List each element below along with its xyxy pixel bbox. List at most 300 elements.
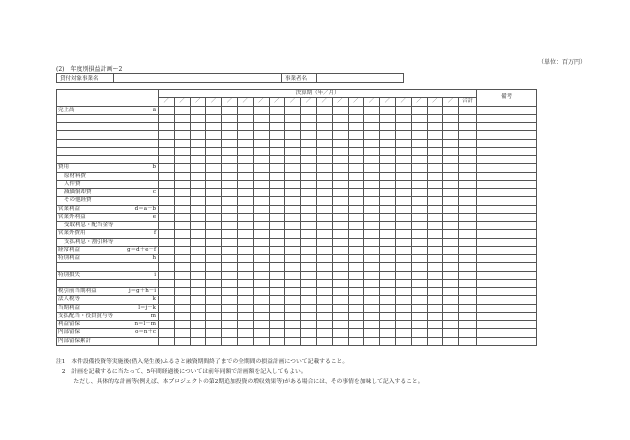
value-cell[interactable] xyxy=(316,131,332,139)
value-cell[interactable] xyxy=(174,205,190,213)
value-cell[interactable] xyxy=(332,246,348,254)
value-cell[interactable] xyxy=(411,321,427,329)
period-cell[interactable]: ／ xyxy=(174,98,190,106)
value-cell[interactable] xyxy=(316,222,332,230)
value-cell[interactable] xyxy=(443,279,459,287)
value-cell[interactable] xyxy=(411,197,427,205)
value-cell[interactable] xyxy=(285,238,301,246)
value-cell[interactable] xyxy=(332,106,348,114)
value-cell[interactable] xyxy=(159,180,175,188)
value-cell[interactable] xyxy=(427,296,443,304)
value-cell[interactable] xyxy=(301,279,317,287)
value-cell[interactable] xyxy=(174,312,190,320)
value-cell[interactable] xyxy=(301,255,317,263)
value-cell[interactable] xyxy=(190,180,206,188)
value-cell[interactable] xyxy=(316,156,332,164)
value-cell[interactable] xyxy=(285,180,301,188)
value-cell[interactable] xyxy=(427,312,443,320)
value-cell[interactable] xyxy=(395,164,411,172)
value-cell[interactable] xyxy=(395,238,411,246)
value-cell[interactable] xyxy=(348,156,364,164)
value-cell[interactable] xyxy=(395,321,411,329)
value-cell[interactable] xyxy=(380,106,396,114)
value-cell[interactable] xyxy=(190,238,206,246)
value-cell[interactable] xyxy=(395,263,411,271)
value-cell[interactable] xyxy=(364,213,380,221)
value-cell[interactable] xyxy=(159,147,175,155)
value-cell[interactable] xyxy=(206,288,222,296)
remarks-cell[interactable] xyxy=(477,304,537,312)
value-cell[interactable] xyxy=(364,114,380,122)
value-cell[interactable] xyxy=(237,312,253,320)
value-cell[interactable] xyxy=(380,180,396,188)
value-cell[interactable] xyxy=(159,114,175,122)
value-cell[interactable] xyxy=(253,106,269,114)
value-cell[interactable] xyxy=(427,271,443,279)
value-cell[interactable] xyxy=(380,337,396,345)
value-cell[interactable] xyxy=(301,222,317,230)
value-cell[interactable] xyxy=(285,246,301,254)
total-cell[interactable] xyxy=(459,131,477,139)
total-cell[interactable] xyxy=(459,189,477,197)
value-cell[interactable] xyxy=(316,246,332,254)
value-cell[interactable] xyxy=(285,230,301,238)
value-cell[interactable] xyxy=(174,279,190,287)
value-cell[interactable] xyxy=(332,255,348,263)
total-cell[interactable] xyxy=(459,106,477,114)
remarks-cell[interactable] xyxy=(477,312,537,320)
value-cell[interactable] xyxy=(301,123,317,131)
value-cell[interactable] xyxy=(301,180,317,188)
value-cell[interactable] xyxy=(190,164,206,172)
value-cell[interactable] xyxy=(427,180,443,188)
value-cell[interactable] xyxy=(364,172,380,180)
value-cell[interactable] xyxy=(380,288,396,296)
value-cell[interactable] xyxy=(269,205,285,213)
value-cell[interactable] xyxy=(427,131,443,139)
value-cell[interactable] xyxy=(427,139,443,147)
value-cell[interactable] xyxy=(269,296,285,304)
value-cell[interactable] xyxy=(395,304,411,312)
value-cell[interactable] xyxy=(253,263,269,271)
value-cell[interactable] xyxy=(190,147,206,155)
value-cell[interactable] xyxy=(174,246,190,254)
value-cell[interactable] xyxy=(380,321,396,329)
value-cell[interactable] xyxy=(427,213,443,221)
value-cell[interactable] xyxy=(269,304,285,312)
value-cell[interactable] xyxy=(427,106,443,114)
value-cell[interactable] xyxy=(411,230,427,238)
value-cell[interactable] xyxy=(332,205,348,213)
value-cell[interactable] xyxy=(332,114,348,122)
value-cell[interactable] xyxy=(253,180,269,188)
value-cell[interactable] xyxy=(316,189,332,197)
value-cell[interactable] xyxy=(269,329,285,337)
value-cell[interactable] xyxy=(253,329,269,337)
value-cell[interactable] xyxy=(301,106,317,114)
remarks-cell[interactable] xyxy=(477,255,537,263)
value-cell[interactable] xyxy=(206,197,222,205)
value-cell[interactable] xyxy=(159,197,175,205)
value-cell[interactable] xyxy=(443,213,459,221)
value-cell[interactable] xyxy=(190,296,206,304)
value-cell[interactable] xyxy=(159,123,175,131)
value-cell[interactable] xyxy=(190,114,206,122)
value-cell[interactable] xyxy=(237,222,253,230)
value-cell[interactable] xyxy=(364,263,380,271)
value-cell[interactable] xyxy=(411,180,427,188)
value-cell[interactable] xyxy=(411,156,427,164)
value-cell[interactable] xyxy=(174,197,190,205)
total-cell[interactable] xyxy=(459,114,477,122)
value-cell[interactable] xyxy=(332,230,348,238)
value-cell[interactable] xyxy=(206,189,222,197)
value-cell[interactable] xyxy=(206,337,222,345)
total-cell[interactable] xyxy=(459,205,477,213)
value-cell[interactable] xyxy=(269,312,285,320)
value-cell[interactable] xyxy=(332,139,348,147)
value-cell[interactable] xyxy=(411,147,427,155)
period-cell[interactable]: ／ xyxy=(269,98,285,106)
value-cell[interactable] xyxy=(348,123,364,131)
value-cell[interactable] xyxy=(332,279,348,287)
value-cell[interactable] xyxy=(348,304,364,312)
value-cell[interactable] xyxy=(174,329,190,337)
value-cell[interactable] xyxy=(269,156,285,164)
value-cell[interactable] xyxy=(301,156,317,164)
value-cell[interactable] xyxy=(174,271,190,279)
total-cell[interactable] xyxy=(459,172,477,180)
period-cell[interactable]: ／ xyxy=(348,98,364,106)
value-cell[interactable] xyxy=(427,114,443,122)
total-cell[interactable] xyxy=(459,139,477,147)
value-cell[interactable] xyxy=(364,139,380,147)
value-cell[interactable] xyxy=(348,213,364,221)
value-cell[interactable] xyxy=(443,255,459,263)
value-cell[interactable] xyxy=(380,296,396,304)
value-cell[interactable] xyxy=(237,123,253,131)
value-cell[interactable] xyxy=(253,197,269,205)
value-cell[interactable] xyxy=(380,222,396,230)
value-cell[interactable] xyxy=(316,255,332,263)
value-cell[interactable] xyxy=(222,180,238,188)
value-cell[interactable] xyxy=(427,337,443,345)
value-cell[interactable] xyxy=(380,189,396,197)
value-cell[interactable] xyxy=(364,106,380,114)
value-cell[interactable] xyxy=(427,197,443,205)
value-cell[interactable] xyxy=(348,131,364,139)
value-cell[interactable] xyxy=(316,321,332,329)
remarks-cell[interactable] xyxy=(477,230,537,238)
value-cell[interactable] xyxy=(364,288,380,296)
value-cell[interactable] xyxy=(301,263,317,271)
value-cell[interactable] xyxy=(364,279,380,287)
value-cell[interactable] xyxy=(237,271,253,279)
value-cell[interactable] xyxy=(443,329,459,337)
value-cell[interactable] xyxy=(332,296,348,304)
value-cell[interactable] xyxy=(285,312,301,320)
value-cell[interactable] xyxy=(395,312,411,320)
period-cell[interactable]: ／ xyxy=(159,98,175,106)
value-cell[interactable] xyxy=(269,172,285,180)
value-cell[interactable] xyxy=(174,238,190,246)
value-cell[interactable] xyxy=(411,288,427,296)
value-cell[interactable] xyxy=(285,205,301,213)
value-cell[interactable] xyxy=(443,106,459,114)
remarks-cell[interactable] xyxy=(477,279,537,287)
value-cell[interactable] xyxy=(395,329,411,337)
value-cell[interactable] xyxy=(443,147,459,155)
value-cell[interactable] xyxy=(269,288,285,296)
value-cell[interactable] xyxy=(159,213,175,221)
value-cell[interactable] xyxy=(395,288,411,296)
value-cell[interactable] xyxy=(411,172,427,180)
value-cell[interactable] xyxy=(364,329,380,337)
value-cell[interactable] xyxy=(237,131,253,139)
value-cell[interactable] xyxy=(348,205,364,213)
value-cell[interactable] xyxy=(222,114,238,122)
value-cell[interactable] xyxy=(206,329,222,337)
total-cell[interactable] xyxy=(459,180,477,188)
value-cell[interactable] xyxy=(159,238,175,246)
value-cell[interactable] xyxy=(222,156,238,164)
value-cell[interactable] xyxy=(316,197,332,205)
value-cell[interactable] xyxy=(380,279,396,287)
period-cell[interactable]: ／ xyxy=(380,98,396,106)
value-cell[interactable] xyxy=(301,329,317,337)
total-cell[interactable] xyxy=(459,312,477,320)
value-cell[interactable] xyxy=(222,255,238,263)
value-cell[interactable] xyxy=(206,139,222,147)
value-cell[interactable] xyxy=(427,230,443,238)
value-cell[interactable] xyxy=(427,246,443,254)
remarks-cell[interactable] xyxy=(477,180,537,188)
value-cell[interactable] xyxy=(411,139,427,147)
value-cell[interactable] xyxy=(301,304,317,312)
value-cell[interactable] xyxy=(206,106,222,114)
value-cell[interactable] xyxy=(332,189,348,197)
value-cell[interactable] xyxy=(380,312,396,320)
value-cell[interactable] xyxy=(364,238,380,246)
value-cell[interactable] xyxy=(206,271,222,279)
value-cell[interactable] xyxy=(206,279,222,287)
value-cell[interactable] xyxy=(285,172,301,180)
value-cell[interactable] xyxy=(206,222,222,230)
value-cell[interactable] xyxy=(174,180,190,188)
value-cell[interactable] xyxy=(190,288,206,296)
total-cell[interactable] xyxy=(459,147,477,155)
value-cell[interactable] xyxy=(316,139,332,147)
value-cell[interactable] xyxy=(301,288,317,296)
value-cell[interactable] xyxy=(427,321,443,329)
value-cell[interactable] xyxy=(190,321,206,329)
value-cell[interactable] xyxy=(206,304,222,312)
period-cell[interactable]: ／ xyxy=(301,98,317,106)
value-cell[interactable] xyxy=(237,139,253,147)
value-cell[interactable] xyxy=(222,279,238,287)
value-cell[interactable] xyxy=(443,197,459,205)
value-cell[interactable] xyxy=(380,156,396,164)
value-cell[interactable] xyxy=(222,230,238,238)
value-cell[interactable] xyxy=(269,238,285,246)
total-cell[interactable] xyxy=(459,164,477,172)
value-cell[interactable] xyxy=(316,304,332,312)
value-cell[interactable] xyxy=(395,189,411,197)
value-cell[interactable] xyxy=(285,337,301,345)
period-cell[interactable]: ／ xyxy=(206,98,222,106)
value-cell[interactable] xyxy=(332,312,348,320)
value-cell[interactable] xyxy=(443,304,459,312)
value-cell[interactable] xyxy=(159,222,175,230)
value-cell[interactable] xyxy=(316,271,332,279)
value-cell[interactable] xyxy=(253,213,269,221)
total-cell[interactable] xyxy=(459,279,477,287)
value-cell[interactable] xyxy=(159,205,175,213)
value-cell[interactable] xyxy=(380,205,396,213)
value-cell[interactable] xyxy=(269,106,285,114)
value-cell[interactable] xyxy=(237,288,253,296)
value-cell[interactable] xyxy=(316,238,332,246)
value-cell[interactable] xyxy=(443,164,459,172)
value-cell[interactable] xyxy=(443,271,459,279)
value-cell[interactable] xyxy=(443,205,459,213)
value-cell[interactable] xyxy=(332,329,348,337)
value-cell[interactable] xyxy=(395,147,411,155)
remarks-cell[interactable] xyxy=(477,147,537,155)
remarks-cell[interactable] xyxy=(477,222,537,230)
value-cell[interactable] xyxy=(174,139,190,147)
total-cell[interactable] xyxy=(459,288,477,296)
remarks-cell[interactable] xyxy=(477,337,537,345)
value-cell[interactable] xyxy=(253,114,269,122)
value-cell[interactable] xyxy=(332,271,348,279)
value-cell[interactable] xyxy=(174,106,190,114)
value-cell[interactable] xyxy=(332,263,348,271)
value-cell[interactable] xyxy=(427,123,443,131)
value-cell[interactable] xyxy=(253,337,269,345)
value-cell[interactable] xyxy=(285,123,301,131)
value-cell[interactable] xyxy=(222,329,238,337)
remarks-cell[interactable] xyxy=(477,238,537,246)
value-cell[interactable] xyxy=(206,255,222,263)
value-cell[interactable] xyxy=(411,312,427,320)
value-cell[interactable] xyxy=(332,304,348,312)
value-cell[interactable] xyxy=(348,255,364,263)
value-cell[interactable] xyxy=(206,172,222,180)
total-cell[interactable] xyxy=(459,271,477,279)
value-cell[interactable] xyxy=(427,156,443,164)
value-cell[interactable] xyxy=(159,230,175,238)
value-cell[interactable] xyxy=(159,288,175,296)
value-cell[interactable] xyxy=(190,222,206,230)
value-cell[interactable] xyxy=(332,172,348,180)
value-cell[interactable] xyxy=(222,172,238,180)
value-cell[interactable] xyxy=(443,139,459,147)
value-cell[interactable] xyxy=(348,271,364,279)
value-cell[interactable] xyxy=(316,296,332,304)
value-cell[interactable] xyxy=(411,222,427,230)
value-cell[interactable] xyxy=(364,312,380,320)
value-cell[interactable] xyxy=(174,304,190,312)
remarks-cell[interactable] xyxy=(477,271,537,279)
value-cell[interactable] xyxy=(174,172,190,180)
value-cell[interactable] xyxy=(380,172,396,180)
value-cell[interactable] xyxy=(380,139,396,147)
value-cell[interactable] xyxy=(237,255,253,263)
value-cell[interactable] xyxy=(159,189,175,197)
value-cell[interactable] xyxy=(269,164,285,172)
value-cell[interactable] xyxy=(443,337,459,345)
value-cell[interactable] xyxy=(348,180,364,188)
value-cell[interactable] xyxy=(316,172,332,180)
value-cell[interactable] xyxy=(174,213,190,221)
value-cell[interactable] xyxy=(427,263,443,271)
value-cell[interactable] xyxy=(269,213,285,221)
value-cell[interactable] xyxy=(285,164,301,172)
remarks-cell[interactable] xyxy=(477,197,537,205)
value-cell[interactable] xyxy=(253,139,269,147)
value-cell[interactable] xyxy=(395,255,411,263)
value-cell[interactable] xyxy=(285,139,301,147)
value-cell[interactable] xyxy=(174,114,190,122)
value-cell[interactable] xyxy=(332,197,348,205)
value-cell[interactable] xyxy=(380,329,396,337)
remarks-cell[interactable] xyxy=(477,164,537,172)
value-cell[interactable] xyxy=(159,304,175,312)
period-cell[interactable]: ／ xyxy=(190,98,206,106)
total-cell[interactable] xyxy=(459,321,477,329)
value-cell[interactable] xyxy=(253,279,269,287)
value-cell[interactable] xyxy=(174,156,190,164)
value-cell[interactable] xyxy=(332,164,348,172)
remarks-cell[interactable] xyxy=(477,156,537,164)
value-cell[interactable] xyxy=(222,197,238,205)
value-cell[interactable] xyxy=(190,156,206,164)
period-cell[interactable]: ／ xyxy=(395,98,411,106)
period-cell[interactable]: ／ xyxy=(316,98,332,106)
value-cell[interactable] xyxy=(427,172,443,180)
value-cell[interactable] xyxy=(159,255,175,263)
value-cell[interactable] xyxy=(364,123,380,131)
value-cell[interactable] xyxy=(301,337,317,345)
value-cell[interactable] xyxy=(364,304,380,312)
value-cell[interactable] xyxy=(427,189,443,197)
value-cell[interactable] xyxy=(364,131,380,139)
value-cell[interactable] xyxy=(206,131,222,139)
total-cell[interactable] xyxy=(459,255,477,263)
value-cell[interactable] xyxy=(395,106,411,114)
value-cell[interactable] xyxy=(411,213,427,221)
value-cell[interactable] xyxy=(253,230,269,238)
period-cell[interactable]: ／ xyxy=(443,98,459,106)
value-cell[interactable] xyxy=(159,337,175,345)
value-cell[interactable] xyxy=(443,156,459,164)
value-cell[interactable] xyxy=(159,296,175,304)
value-cell[interactable] xyxy=(269,131,285,139)
value-cell[interactable] xyxy=(380,213,396,221)
value-cell[interactable] xyxy=(348,164,364,172)
value-cell[interactable] xyxy=(253,312,269,320)
value-cell[interactable] xyxy=(301,114,317,122)
remarks-cell[interactable] xyxy=(477,329,537,337)
period-cell[interactable]: ／ xyxy=(411,98,427,106)
value-cell[interactable] xyxy=(316,180,332,188)
value-cell[interactable] xyxy=(190,312,206,320)
value-cell[interactable] xyxy=(159,164,175,172)
value-cell[interactable] xyxy=(301,296,317,304)
value-cell[interactable] xyxy=(253,156,269,164)
value-cell[interactable] xyxy=(174,337,190,345)
